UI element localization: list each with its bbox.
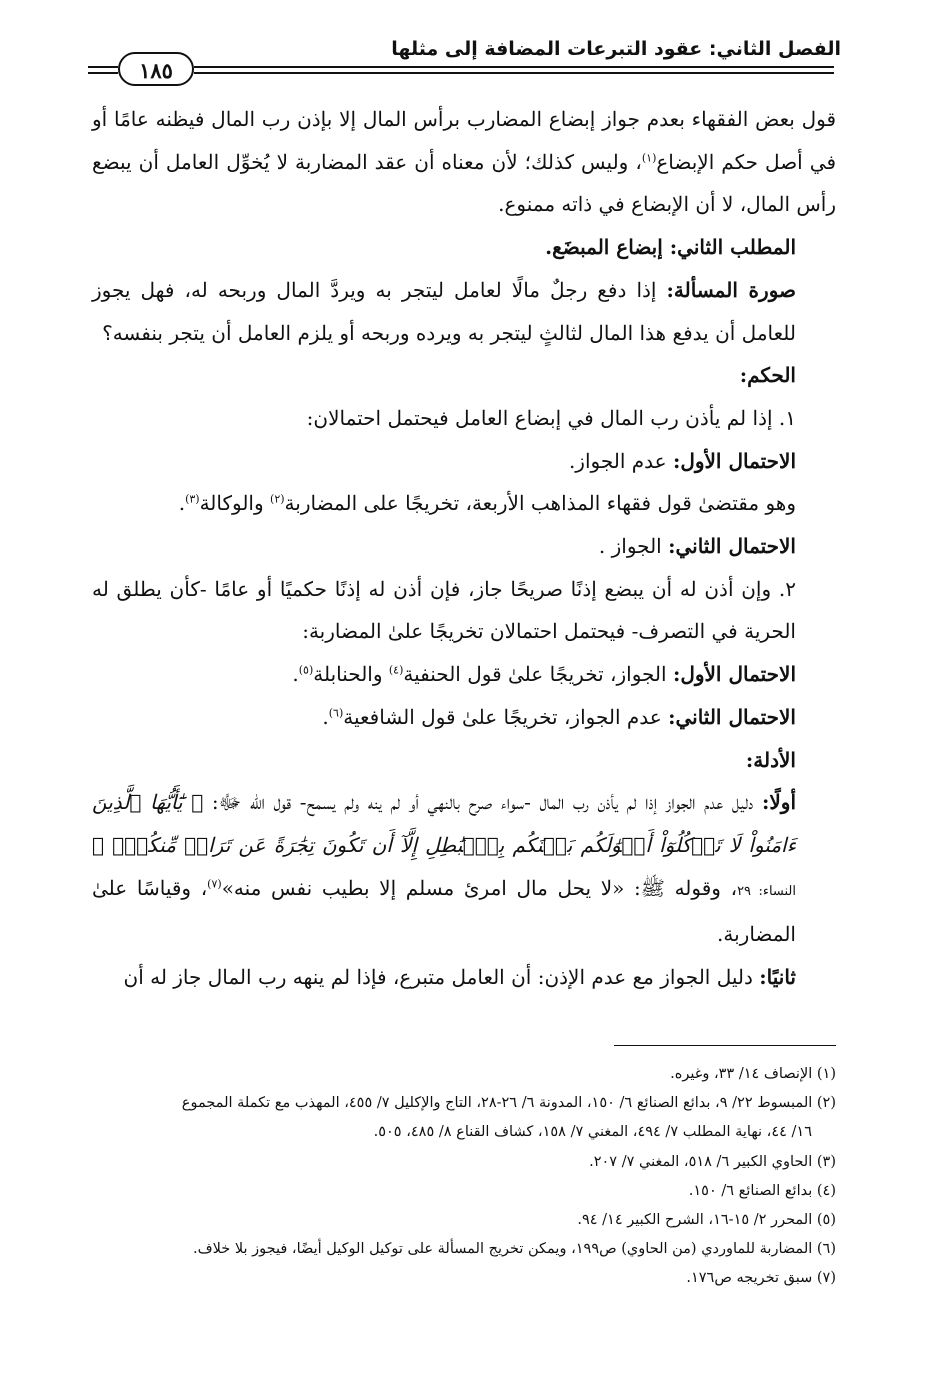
paragraph-case: صورة المسألة: إذا دفع رجلٌ مالًا لعامل ليتجر به ويردَّ المال وربحه له، فهل يجوز للعامل أن يدفع هذا المال لثالثٍ ليتجر به ويرده وربحه أو يلزم العامل أن يتجر بنفسه؟ <box>92 277 797 345</box>
evidence-second: ثانيًا: دليل الجواز مع عدم الإذن: أن العامل متبرع، فإذا لم ينهه رب المال جاز له أن <box>123 965 796 990</box>
footnote-item: (٤) بدائع الصنائع ٦/ ١٥٠. <box>688 1182 836 1199</box>
ruling-heading: الحكم: <box>739 363 796 388</box>
item-one: ١. إذا لم يأذن رب المال في إبضاع العامل فيحتمل احتمالان: <box>306 405 796 430</box>
evidence-first: أولًا: دليل عدم الجواز إذا لم يأذن رب المال -سواء صرح بالنهي أو لم ينه ولم يسمح- قول الله ﷻ: ﴿ يَٰٓأَيُّهَا ٱلَّذِينَ ءَامَنُواْ لَا تَأۡكُلُوٓاْ أَمۡوَٰلَكُم بَيۡنَكُم بِٱلۡبَٰطِلِ إِلَّآ أَن تَكُونَ تِجَٰرَةً عَن تَرَاضٖ مِّنكُمۡۚ ﴾ النساء: ٢٩، وقوله ﷺ: «لا يحل مال امرئ مسلم إلا بطيب نفس منه»$^{(٧)}$، وقياسًا علىٰ المضاربة. <box>92 790 797 947</box>
footnotes <box>92 1060 836 1294</box>
item-two: ٢. وإن أذن له أن يبضع إذنًا صريحًا جاز، فإن أذن له إذنًا حكميًا أو عامًا -كأن يطلق له الحرية في التصرف- فيحتمل احتمالان تخريجًا علىٰ المضاربة: <box>92 576 796 644</box>
header-rule-left-bottom <box>88 72 118 74</box>
header-rule-right-top <box>194 66 834 68</box>
running-header-title: الفصل الثاني: عقود التبرعات المضافة إلى مثلها <box>391 38 841 60</box>
footnote-item: (٣) الحاوي الكبير ٦/ ٥١٨، المغني ٧/ ٢٠٧. <box>589 1153 836 1170</box>
footnote-separator <box>614 1045 836 1046</box>
header-rule-right-bottom <box>194 72 834 74</box>
main-text <box>92 98 836 999</box>
footnote-item: (١) الإنصاف ١٤/ ٣٣، وغيره. <box>670 1066 836 1082</box>
item-one-option-two: الاحتمال الثاني: الجواز . <box>598 534 796 559</box>
evidence-heading: الأدلة: <box>745 747 796 772</box>
item-two-option-one: الاحتمال الأول: الجواز، تخريجًا علىٰ قول الحنفية$^{(٤)}$ والحنابلة$^{(٥)}$. <box>292 662 796 687</box>
page-number: ١٨٥ <box>118 52 194 86</box>
footnote-item-continued: ١٦/ ٤٤، نهاية المطلب ٧/ ٤٩٤، المغني ٧/ ١٥٨، كشاف القناع ٨/ ٤٨٥، ٥٠٥. <box>373 1124 812 1141</box>
footnote-item: (٢) المبسوط ٢٢/ ٩، بدائع الصنائع ٦/ ١٥٠، المدونة ٦/ ٢٦-٢٨، التاج والإكليل ٧/ ٤٥٥، المهذب مع تكملة المجموع <box>181 1095 836 1112</box>
footnote-ref: (٢) <box>270 492 285 506</box>
footnote-ref: (٣) <box>185 492 200 506</box>
footnote-item: (٧) سبق تخريجه ص١٧٦. <box>686 1270 836 1287</box>
footnote-ref: (٧) <box>207 877 222 890</box>
section-heading: المطلب الثاني: إبضاع المبضَع. <box>545 235 796 260</box>
quran-verse: ﴿ يَٰٓأَيُّهَا ٱلَّذِينَ ءَامَنُواْ لَا تَأۡكُلُوٓاْ أَمۡوَٰلَكُم بَيۡنَكُم بِٱلۡبَٰطِلِ إِلَّآ أَن تَكُونَ تِجَٰرَةً عَن تَرَاضٖ مِّنكُمۡۚ ﴾ <box>92 790 796 857</box>
footnote-ref: (٦) <box>328 706 344 720</box>
footnote-ref: (٤) <box>388 663 404 677</box>
item-one-option-one: الاحتمال الأول: عدم الجواز. <box>568 448 796 473</box>
header-rule-left-top <box>88 66 118 68</box>
footnote-item: (٦) المضاربة للماوردي (من الحاوي) ص١٩٩، ويمكن تخريج المسألة على توكيل الوكيل أيضًا، فيجوز بلا خلاف. <box>193 1241 836 1258</box>
verse-reference: النساء: ٢٩ <box>737 883 796 899</box>
item-one-option-one-basis: وهو مقتضىٰ قول فقهاء المذاهب الأربعة، تخريجًا على المضاربة$^{(٢)}$ والوكالة$^{(٣)}$. <box>178 491 796 516</box>
footnote-ref: (١) <box>641 151 657 165</box>
item-two-option-two: الاحتمال الثاني: عدم الجواز، تخريجًا علىٰ قول الشافعية$^{(٦)}$. <box>322 704 796 729</box>
paragraph-intro: قول بعض الفقهاء بعدم جواز إبضاع المضارب برأس المال إلا بإذن رب المال فيظنه عامًا أو في أصل حكم الإبضاع$^{(١)}$، وليس كذلك؛ لأن معناه أن عقد المضاربة لا يُخوِّل العامل أن يبضع رأس المال، لا أن الإبضاع في ذاته ممنوع. <box>92 107 837 217</box>
footnote-ref: (٥) <box>298 663 314 677</box>
footnote-item: (٥) المحرر ٢/ ١٥-١٦، الشرح الكبير ١٤/ ٩٤. <box>577 1212 836 1229</box>
